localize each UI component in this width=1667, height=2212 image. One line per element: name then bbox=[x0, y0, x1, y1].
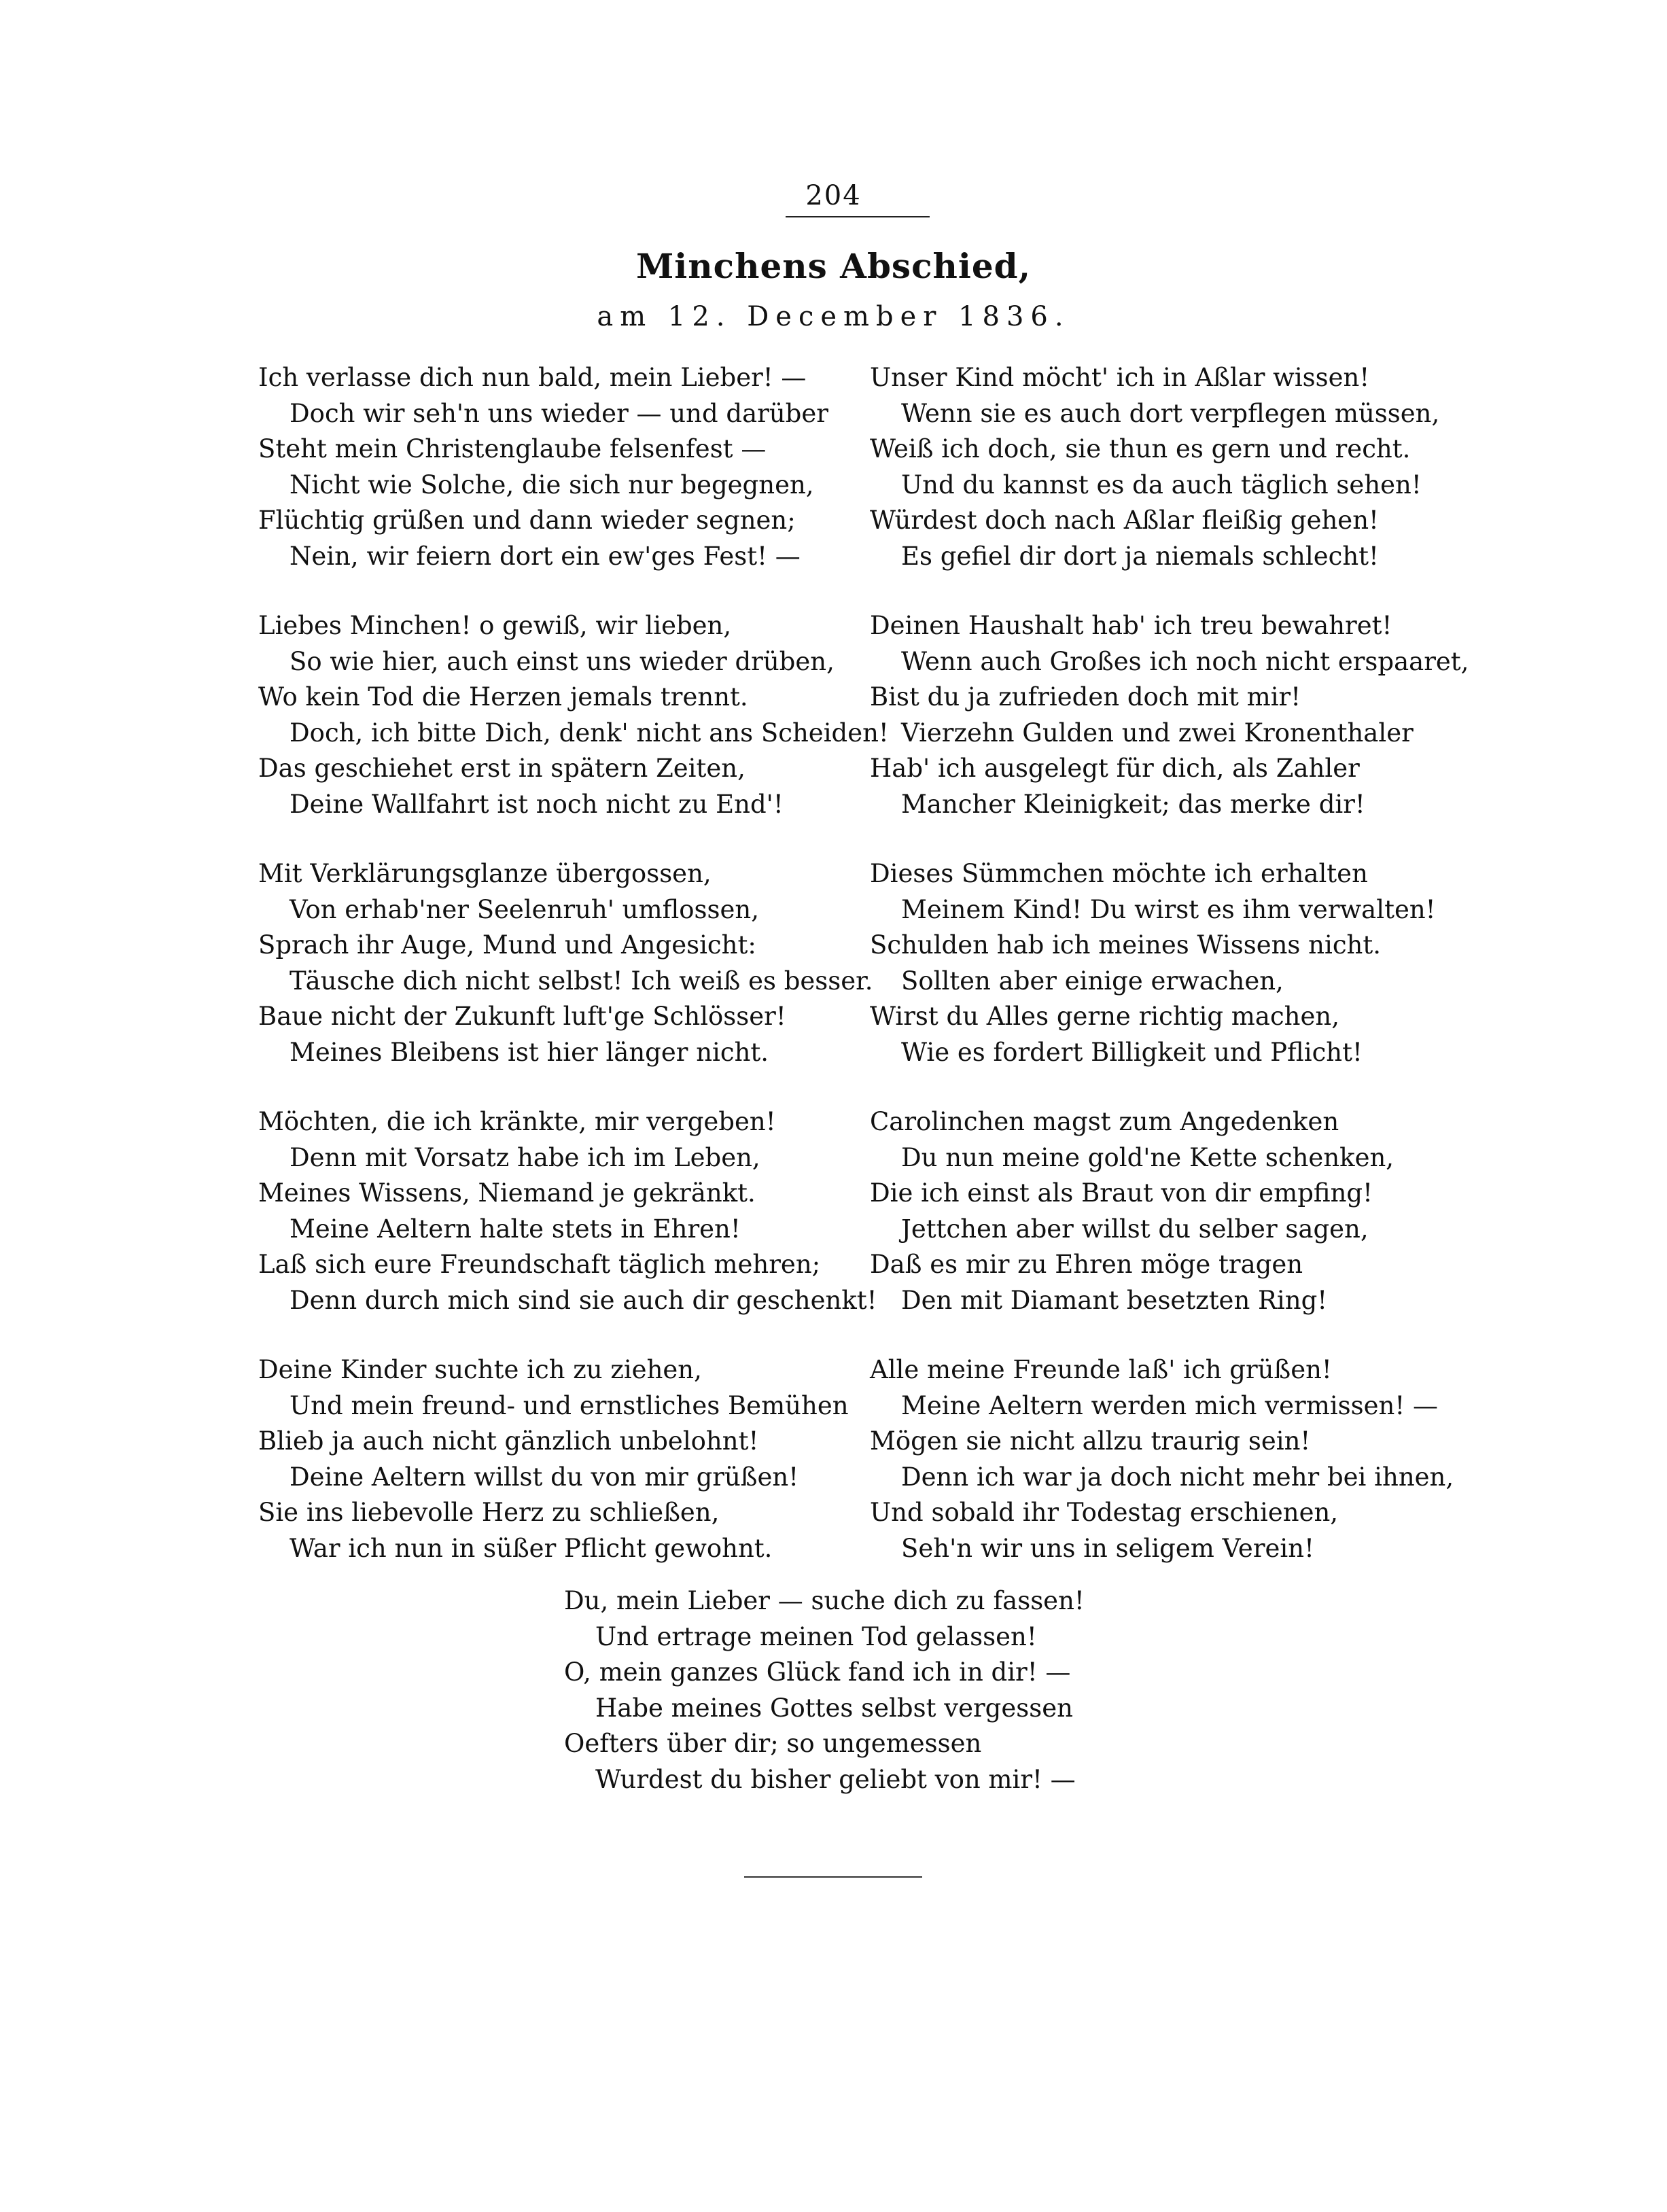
stanza bbox=[258, 856, 873, 1104]
verse-line: Du, mein Lieber — suche dich zu fassen! bbox=[564, 1586, 1085, 1615]
verse-line: Und du kannst es da auch täglich sehen! bbox=[901, 470, 1422, 499]
verse-line: Mancher Kleinigkeit; das merke dir! bbox=[901, 789, 1365, 819]
verse-line: Nein, wir feiern dort ein ew'ges Fest! — bbox=[289, 541, 801, 571]
stanza bbox=[870, 360, 1481, 608]
verse-line: Die ich einst als Braut von dir empfing! bbox=[870, 1178, 1373, 1208]
verse-line: Blieb ja auch nicht gänzlich unbelohnt! bbox=[258, 1426, 759, 1456]
verse-line: Deine Kinder suchte ich zu ziehen, bbox=[258, 1355, 702, 1384]
verse-line: Habe meines Gottes selbst vergessen bbox=[595, 1693, 1073, 1723]
verse-line: Mit Verklärungsglanze übergossen, bbox=[258, 859, 712, 888]
verse-line: Meinem Kind! Du wirst es ihm verwalten! bbox=[901, 894, 1436, 924]
verse-line: Wie es fordert Billigkeit und Pflicht! bbox=[901, 1037, 1363, 1067]
verse-line: So wie hier, auch einst uns wieder drüben, bbox=[289, 646, 835, 676]
stanza bbox=[258, 608, 889, 856]
verse-line: Den mit Diamant besetzten Ring! bbox=[901, 1285, 1328, 1315]
verse-line: Und ertrage meinen Tod gelassen! bbox=[595, 1621, 1037, 1651]
verse-line: Meine Aeltern halte stets in Ehren! bbox=[289, 1214, 741, 1244]
verse-line: Wo kein Tod die Herzen jemals trennt. bbox=[258, 682, 748, 712]
verse-line: Du nun meine gold'ne Kette schenken, bbox=[901, 1142, 1394, 1172]
verse-line: Möchten, die ich kränkte, mir vergeben! bbox=[258, 1107, 776, 1136]
stanza bbox=[870, 608, 1481, 856]
verse-line: Ich verlasse dich nun bald, mein Lieber! — bbox=[258, 363, 807, 392]
verse-line: Es gefiel dir dort ja niemals schlecht! bbox=[901, 541, 1379, 571]
verse-line: Meine Aeltern werden mich vermissen! — bbox=[901, 1390, 1438, 1420]
verse-line: Doch, ich bitte Dich, denk' nicht ans Scheiden! bbox=[289, 718, 889, 748]
verse-line: Alle meine Freunde laß' ich grüßen! bbox=[870, 1355, 1332, 1384]
stanza bbox=[870, 1352, 1481, 1600]
verse-line: Deine Aeltern willst du von mir grüßen! bbox=[289, 1462, 799, 1492]
verse-line: Deinen Haushalt hab' ich treu bewahret! bbox=[870, 611, 1392, 640]
verse-line: Denn ich war ja doch nicht mehr bei ihnen, bbox=[901, 1462, 1454, 1492]
verse-line: Würdest doch nach Aßlar fleißig gehen! bbox=[870, 506, 1379, 535]
verse-line: Baue nicht der Zukunft luft'ge Schlösser! bbox=[258, 1002, 786, 1031]
verse-line: Meines Bleibens ist hier länger nicht. bbox=[289, 1037, 769, 1067]
poem-date: am 12. December 1836. bbox=[597, 301, 1070, 332]
verse-line: Hab' ich ausgelegt für dich, als Zahler bbox=[870, 754, 1360, 783]
verse-line: Daß es mir zu Ehren möge tragen bbox=[870, 1250, 1303, 1279]
closing-stanza bbox=[564, 1583, 1176, 1797]
verse-line: Oefters über dir; so ungemessen bbox=[564, 1729, 982, 1758]
verse-line: Meines Wissens, Niemand je gekränkt. bbox=[258, 1178, 756, 1208]
verse-line: Dieses Sümmchen möchte ich erhalten bbox=[870, 859, 1368, 888]
verse-line: Carolinchen magst zum Angedenken bbox=[870, 1107, 1339, 1136]
verse-line: Steht mein Christenglaube felsenfest — bbox=[258, 434, 767, 463]
verse-line: Wenn sie es auch dort verpflegen müssen, bbox=[901, 398, 1440, 428]
verse-line: War ich nun in süßer Pflicht gewohnt. bbox=[289, 1533, 773, 1563]
verse-line: Und mein freund- und ernstliches Bemühen bbox=[289, 1390, 849, 1420]
verse-line: Und sobald ihr Todestag erschienen, bbox=[870, 1498, 1339, 1527]
verse-line: Mögen sie nicht allzu traurig sein! bbox=[870, 1426, 1311, 1456]
verse-line: Wirst du Alles gerne richtig machen, bbox=[870, 1002, 1339, 1031]
stanza bbox=[870, 1104, 1481, 1352]
verse-line: Laß sich eure Freundschaft täglich mehren; bbox=[258, 1250, 821, 1279]
left-column bbox=[258, 360, 889, 1600]
verse-line: Doch wir seh'n uns wieder — und darüber bbox=[289, 398, 828, 428]
verse-line: Wurdest du bisher geliebt von mir! — bbox=[595, 1764, 1076, 1794]
verse-line: Unser Kind möcht' ich in Aßlar wissen! bbox=[870, 363, 1370, 392]
verse-line: Seh'n wir uns in seligem Verein! bbox=[901, 1533, 1314, 1563]
verse-line: Sollten aber einige erwachen, bbox=[901, 966, 1284, 996]
verse-line: Vierzehn Gulden und zwei Kronenthaler bbox=[901, 718, 1414, 748]
verse-line: Weiß ich doch, sie thun es gern und recht. bbox=[870, 434, 1411, 463]
poem-title: Minchens Abschied, bbox=[635, 246, 1032, 286]
stanza bbox=[258, 1352, 856, 1600]
verse-line: Denn durch mich sind sie auch dir geschenkt! bbox=[289, 1285, 877, 1315]
page-number: 204 bbox=[805, 180, 862, 211]
verse-line: Flüchtig grüßen und dann wieder segnen; bbox=[258, 506, 796, 535]
verse-line: Täusche dich nicht selbst! Ich weiß es besser. bbox=[289, 966, 873, 996]
verse-line: Wenn auch Großes ich noch nicht erspaaret, bbox=[901, 646, 1469, 676]
end-rule bbox=[744, 1876, 922, 1878]
verse-line: Sprach ihr Auge, Mund und Angesicht: bbox=[258, 930, 756, 960]
verse-line: Sie ins liebevolle Herz zu schließen, bbox=[258, 1498, 720, 1527]
verse-line: Nicht wie Solche, die sich nur begegnen, bbox=[289, 470, 814, 499]
right-column bbox=[870, 360, 1481, 1600]
verse-line: Schulden hab ich meines Wissens nicht. bbox=[870, 930, 1382, 960]
verse-line: Jettchen aber willst du selber sagen, bbox=[901, 1214, 1369, 1244]
stanza bbox=[258, 1104, 877, 1352]
verse-line: O, mein ganzes Glück fand ich in dir! — bbox=[564, 1657, 1071, 1687]
verse-line: Denn mit Vorsatz habe ich im Leben, bbox=[289, 1142, 760, 1172]
verse-line: Von erhab'ner Seelenruh' umflossen, bbox=[289, 894, 760, 924]
stanza bbox=[870, 856, 1481, 1104]
verse-line: Liebes Minchen! o gewiß, wir lieben, bbox=[258, 611, 732, 640]
verse-line: Das geschiehet erst in spätern Zeiten, bbox=[258, 754, 745, 783]
verse-line: Bist du ja zufrieden doch mit mir! bbox=[870, 682, 1301, 712]
verse-line: Deine Wallfahrt ist noch nicht zu End'! bbox=[289, 789, 784, 819]
header-rule bbox=[786, 216, 930, 217]
stanza bbox=[258, 360, 856, 608]
